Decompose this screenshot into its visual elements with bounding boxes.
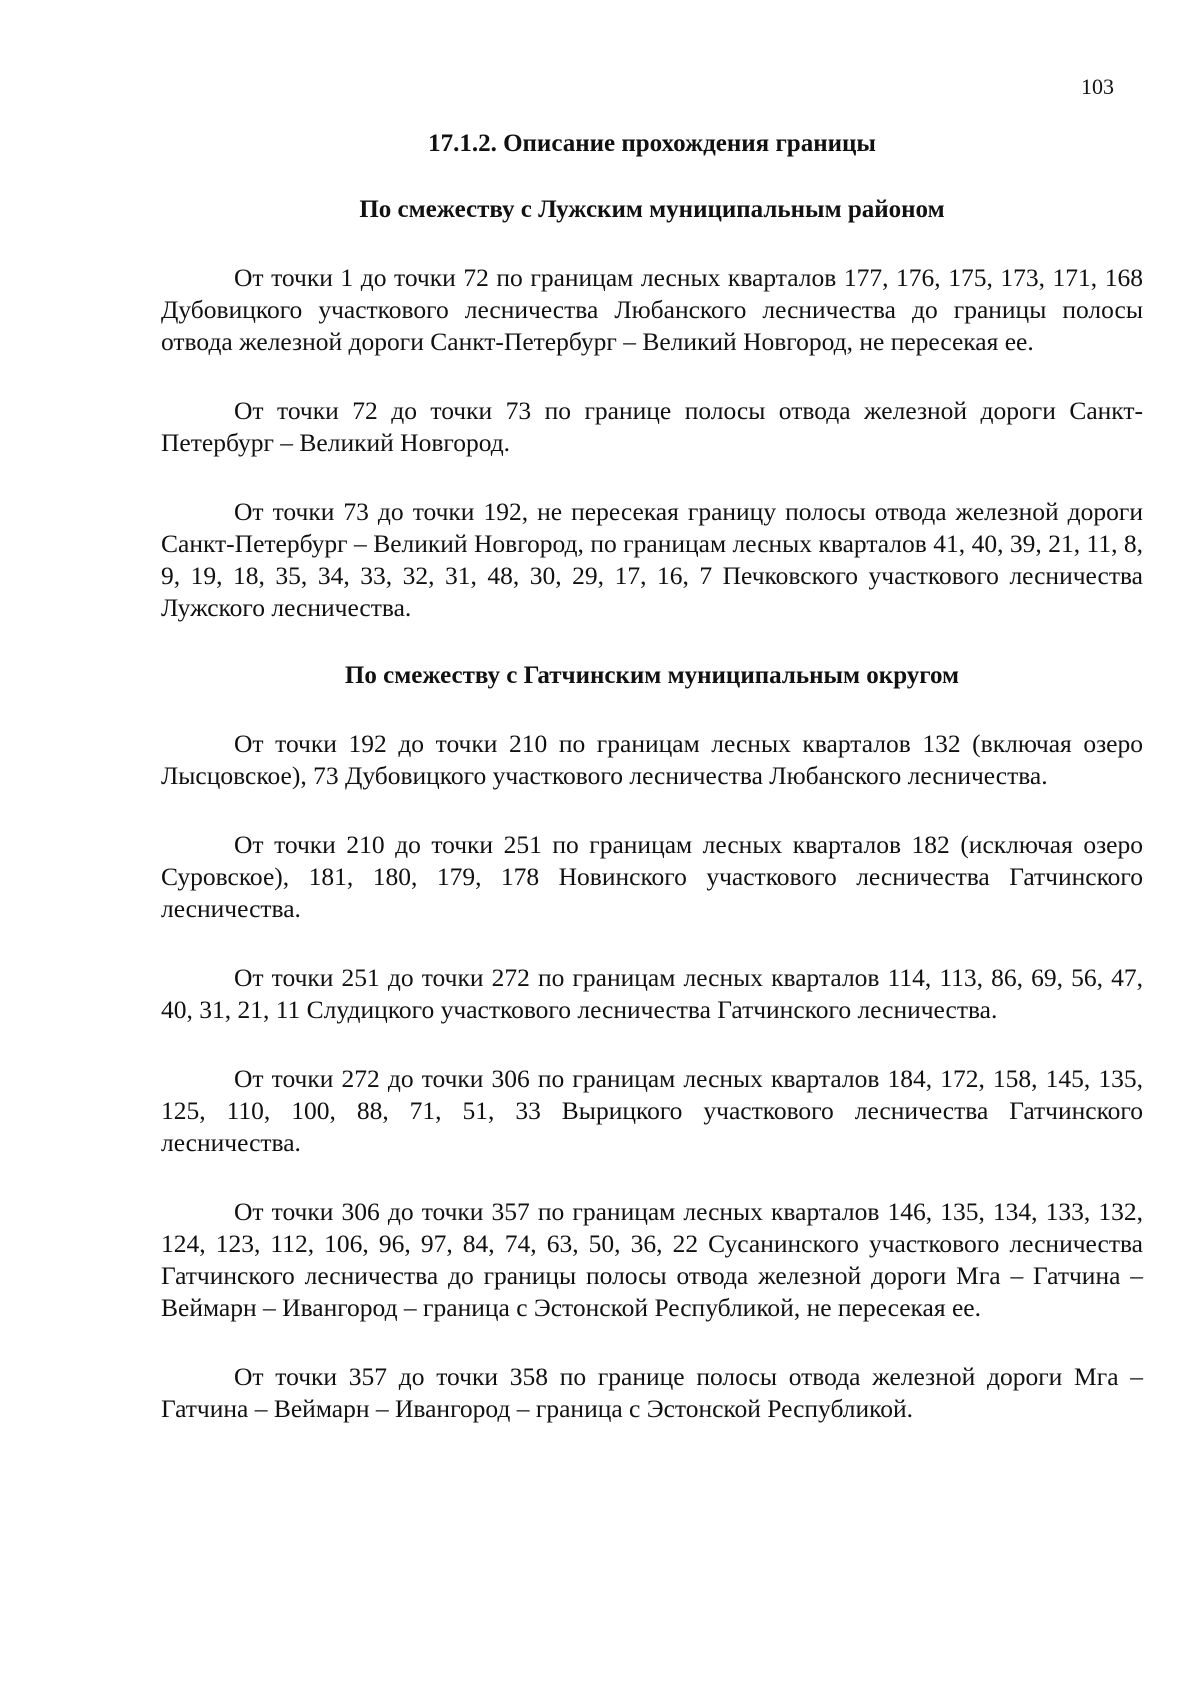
page-number: 103 bbox=[1081, 74, 1114, 99]
paragraph: От точки 251 до точки 272 по границам лесных кварталов 114, 113, 86, 69, 56, 47, 40, 31, 21, 11 Слудицкого участкового лесничества Гатчинского лесничества. bbox=[161, 963, 1143, 1024]
paragraph: От точки 192 до точки 210 по границам лесных кварталов 132 (включая озеро Лысцовское), 73 Дубовицкого участкового лесничества Любанского лесничества. bbox=[161, 729, 1143, 790]
paragraph: От точки 210 до точки 251 по границам лесных кварталов 182 (исключая озеро Суровское), 181, 180, 179, 178 Новинского участкового лесничества Гатчинского лесничества. bbox=[161, 830, 1143, 923]
document-body bbox=[161, 128, 1143, 1425]
section-heading-gatchina: По смежеству с Гатчинским муниципальным округом bbox=[344, 662, 960, 689]
section-heading-luga: По смежеству с Лужским муниципальным районом bbox=[359, 196, 945, 223]
paragraph: От точки 73 до точки 192, не пересекая границу полосы отвода железной дороги Санкт-Петербург – Великий Новгород, по границам лесных кварталов 41, 40, 39, 21, 11, 8, 9, 19, 18, 35, 34, 33, 32, 31, 48, 30, 29, 17, 16, 7 Печковского участкового лесничества Лужского лесничества. bbox=[161, 497, 1143, 622]
paragraph: От точки 357 до точки 358 по границе полосы отвода железной дороги Мга – Гатчина – Веймарн – Ивангород – граница с Эстонской Республикой. bbox=[161, 1362, 1143, 1423]
paragraph: От точки 1 до точки 72 по границам лесных кварталов 177, 176, 175, 173, 171, 168 Дубовицкого участкового лесничества Любанского лесничества до границы полосы отвода железной дороги Санкт-Петербург – Великий Новгород, не пересекая ее. bbox=[161, 263, 1143, 356]
paragraph: От точки 272 до точки 306 по границам лесных кварталов 184, 172, 158, 145, 135, 125, 110, 100, 88, 71, 51, 33 Вырицкого участкового лесничества Гатчинского лесничества. bbox=[161, 1064, 1143, 1157]
paragraph: От точки 306 до точки 357 по границам лесных кварталов 146, 135, 134, 133, 132, 124, 123, 112, 106, 96, 97, 84, 74, 63, 50, 36, 22 Сусанинского участкового лесничества Гатчинского лесничества до границы полосы отвода железной дороги Мга – Гатчина – Веймарн – Ивангород – граница с Эстонской Республикой, не пересекая ее. bbox=[161, 1197, 1143, 1322]
paragraph: От точки 72 до точки 73 по границе полосы отвода железной дороги Санкт-Петербург – Великий Новгород. bbox=[161, 396, 1143, 457]
section-title: 17.1.2. Описание прохождения границы bbox=[428, 130, 876, 157]
